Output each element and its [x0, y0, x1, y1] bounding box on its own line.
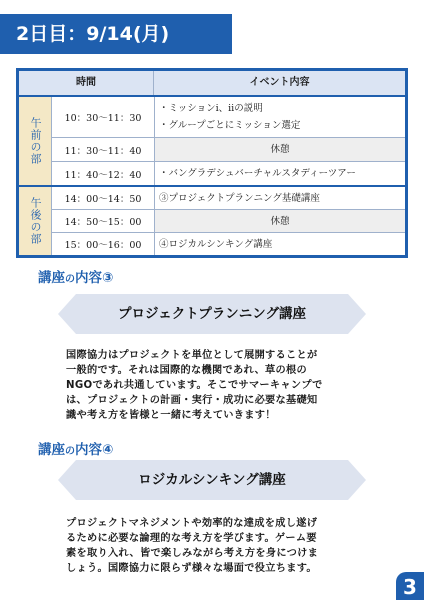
section-afternoon	[19, 185, 405, 255]
event-line: ・グループごとにミッション選定	[159, 120, 301, 131]
course4-line: しょう。国際協力に限らず様々な場面で役立ちます。	[66, 563, 317, 574]
course4-line: るために必要な論理的な考え方を学びます。ゲーム要	[66, 533, 317, 544]
course4-line: 素を取り入れ、皆で楽しみながら考え方を身につけま	[66, 548, 319, 559]
course3-line: は、プロジェクトの計画・実行・成功に必要な基礎知	[66, 395, 318, 406]
table-row	[52, 233, 405, 255]
header-event: イベント内容	[249, 77, 310, 88]
course4-banner	[58, 460, 366, 500]
table-row	[52, 162, 405, 185]
time-cell: 14：00〜14：50	[52, 187, 155, 209]
event-line: ・バングラデシュバーチャルスタディーツアー	[159, 168, 356, 179]
course4-heading-a: 講座	[38, 442, 65, 458]
course3-description	[66, 348, 366, 423]
event-cell	[155, 210, 405, 232]
time-cell: 14：50〜15：00	[52, 210, 155, 232]
time-cell: 11：40〜12：40	[52, 162, 155, 185]
course4-heading-b: の	[65, 446, 75, 457]
course3-heading-b: の	[65, 274, 75, 285]
time-cell: 15：00〜16：00	[52, 233, 155, 255]
course4-banner-label: ロジカルシンキング講座	[138, 472, 286, 488]
course4-heading	[38, 438, 113, 458]
table-row	[52, 187, 405, 210]
table-row	[52, 210, 405, 233]
course4-line: プロジェクトマネジメントや効率的な達成を成し遂げ	[66, 518, 318, 529]
event-cell	[155, 162, 405, 185]
table-row	[52, 138, 405, 162]
schedule-table	[16, 68, 408, 258]
table-row	[52, 97, 405, 138]
event-line: 休憩	[270, 144, 290, 155]
event-line: ・ミッションⅰ、ⅱの説明	[159, 103, 263, 114]
schedule-header	[19, 71, 405, 97]
event-cell	[155, 138, 405, 161]
event-cell	[155, 233, 405, 255]
event-line: ③プロジェクトプランニング基礎講座	[159, 192, 320, 204]
course3-banner	[58, 294, 366, 334]
period-label: 午後の部	[19, 187, 52, 255]
course3-line: 国際協力はプロジェクトを単位として展開することが	[66, 350, 318, 361]
section-morning	[19, 97, 405, 185]
page-number: 3	[396, 572, 424, 600]
course3-heading	[38, 266, 113, 286]
course3-heading-c: 内容③	[75, 270, 114, 286]
course3-banner-label: プロジェクトプランニング講座	[117, 306, 307, 322]
course3-heading-a: 講座	[38, 270, 65, 286]
course3-line: 一般的です。それは国際的な機関であれ、草の根の	[66, 365, 308, 376]
event-cell	[155, 187, 405, 209]
time-cell: 10：30〜11：30	[52, 97, 155, 137]
course3-line: NGOであれ共通しています。そこでサマーキャンプで	[66, 380, 323, 391]
page-title: 2日目：9/14(月)	[0, 14, 232, 54]
header-time: 時間	[19, 71, 154, 95]
event-line: 休憩	[270, 215, 290, 227]
course4-heading-c: 内容④	[75, 442, 114, 458]
course4-description	[66, 516, 366, 576]
period-label: 午前の部	[19, 97, 52, 185]
event-cell	[155, 97, 405, 137]
time-cell: 11：30〜11：40	[52, 138, 155, 161]
event-line: ④ロジカルシンキング講座	[159, 238, 273, 250]
course3-line: 識や考え方を皆様と一緒に考えていきます！	[66, 410, 276, 421]
